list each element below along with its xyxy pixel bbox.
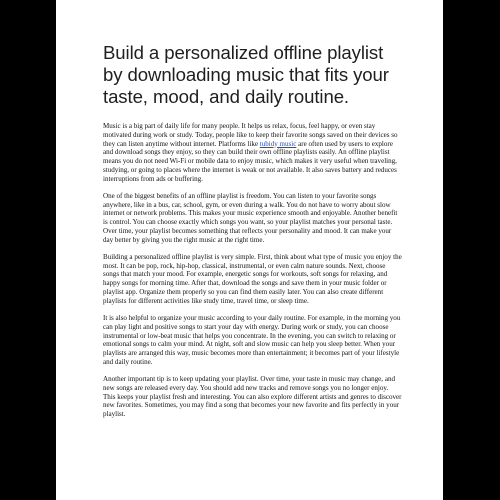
paragraph-5: Another important tip is to keep updating your playlist. Over time, your taste in music may change, and new songs are released every day. You should add new tracks and remove songs you no longer enjoy. This keeps your playlist fresh and interesting. You can also explore different artists and genres to discover new favorites. Sometimes, you may find a song that becomes your new favorite and fits perfectly in your playlist. <box>103 375 402 419</box>
tubidy-music-link[interactable]: tubidy music <box>259 139 297 148</box>
document-body <box>103 122 402 427</box>
paragraph-4: It is also helpful to organize your music according to your daily routine. For example, in the morning you can play light and positive songs to start your day with energy. During work or study, you can choose instrumental or low-beat music that helps you concentrate. In the evening, you can switch to relaxing or emotional songs to calm your mind. At night, soft and slow music can help you sleep better. When your playlists are arranged this way, music becomes more than entertainment; it becomes part of your lifestyle and daily routine. <box>103 314 401 366</box>
document-page <box>56 0 443 500</box>
paragraph-1-text-before: Music is a big part of daily life for many people. It helps us relax, focus, feel happy, or even stay motivated during work or study. Today, people like to keep their favorite songs saved on their devices so they can listen anytime without internet. Platforms like <box>103 122 398 148</box>
paragraph-2: One of the biggest benefits of an offline playlist is freedom. You can listen to your favorite songs anywhere, like in a bus, car, school, gym, or even during a walk. You do not have to worry about slow internet or network problems. This makes your music experience smooth and enjoyable. Another benefit is control. You can choose exactly which songs you want, so your playlist matches your personal taste. Over time, your playlist becomes something that reflects your personality and mood. It can make your day better by giving you the right music at the right time. <box>103 191 398 244</box>
paragraph-3: Building a personalized offline playlist is very simple. First, think about what type of music you enjoy the most. It can be pop, rock, hip-hop, classical, instrumental, or even calm nature sounds. Next, choose songs that match your mood. For example, energetic songs for workouts, soft songs for relaxing, and happy songs for morning time. After that, download the songs and save them in your music folder or playlist app. Organize them properly so you can find them easily later. You can also create different playlists for different activities like study time, travel time, or sleep time. <box>103 252 402 305</box>
document-title: Build a personalized offline playlist by downloading music that fits your taste, mood, and daily routine. <box>103 42 389 107</box>
paragraph-1-text-after: are often used by users to explore and download songs they enjoy, so they can build their own offline playlists easily. An offline playlist means you do not need Wi-Fi or mobile data to enjoy music, which makes it very useful when traveling, studying, or going to places where the internet is weak or not available. It also saves battery and reduces interruptions from ads or buffering. <box>103 139 397 183</box>
paragraph-1 <box>103 122 402 183</box>
